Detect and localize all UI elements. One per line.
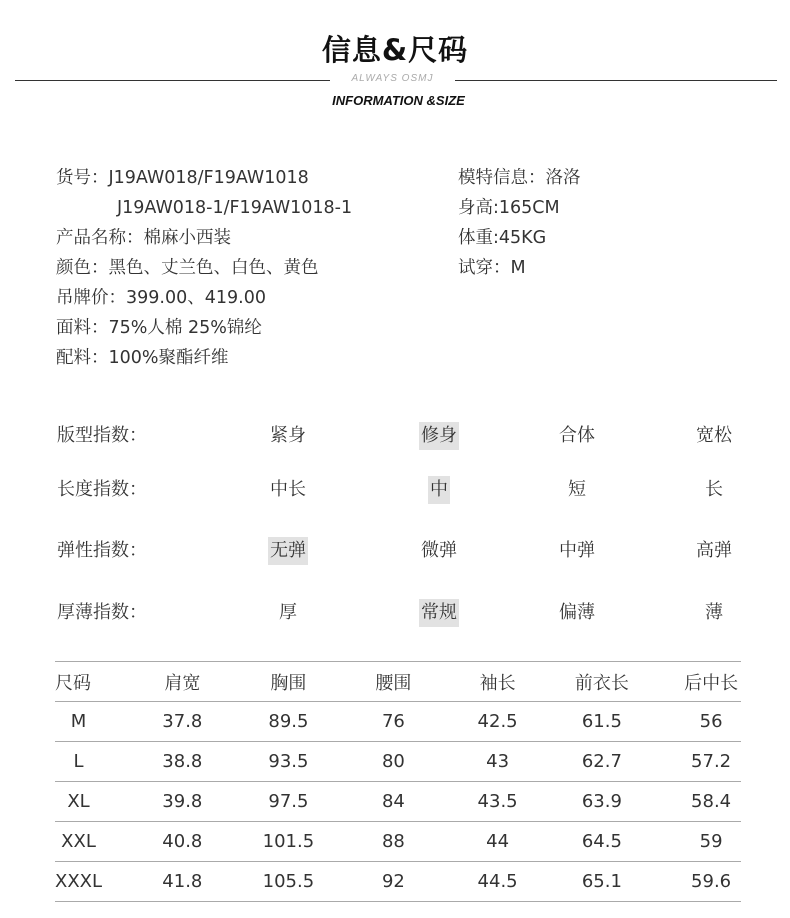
index-thickness <box>0 598 790 628</box>
measurement-cell: 56 <box>681 702 741 742</box>
info-value: J19AW018-1/F19AW1018-1 <box>117 198 353 218</box>
column-header: 腰围 <box>314 662 472 702</box>
info-label: 模特信息： <box>458 168 546 188</box>
column-header: 后中长 <box>681 662 741 702</box>
info-value: 黑色、丈兰色、白色、黄色 <box>108 258 319 278</box>
table-header-row <box>55 662 741 702</box>
measurement-cell: 43.5 <box>473 782 523 822</box>
info-value: 洛洛 <box>545 168 581 188</box>
measurement-cell: 88 <box>314 822 472 862</box>
index-option: 中长 <box>270 479 306 500</box>
measurement-cell: 39.8 <box>102 782 263 822</box>
info-row-fabric <box>56 313 352 343</box>
brand-tagline: ALWAYS OSMJ <box>351 73 434 84</box>
index-option-selected: 修身 <box>419 422 459 450</box>
table-row <box>55 822 741 862</box>
index-label: 版型指数： <box>57 425 147 446</box>
divider-left <box>15 80 330 81</box>
table-row <box>55 702 741 742</box>
info-label: 体重: <box>458 228 499 248</box>
index-option: 紧身 <box>270 425 306 446</box>
measurement-cell: 84 <box>314 782 472 822</box>
measurement-cell: 80 <box>314 742 472 782</box>
index-label: 厚薄指数： <box>57 602 147 623</box>
size-cell: XL <box>55 782 102 822</box>
column-header: 袖长 <box>473 662 523 702</box>
measurement-cell: 59.6 <box>681 862 741 902</box>
divider-right <box>455 80 777 81</box>
column-header: 前衣长 <box>523 662 682 702</box>
info-label: 吊牌价： <box>56 288 126 308</box>
index-option-selected: 中 <box>428 476 450 504</box>
index-option: 薄 <box>705 602 723 623</box>
size-cell: XXXL <box>55 862 102 902</box>
product-info <box>56 163 352 373</box>
info-value: 棉麻小西装 <box>143 228 231 248</box>
measurement-cell: 89.5 <box>263 702 315 742</box>
column-header: 尺码 <box>55 662 102 702</box>
measurement-cell: 58.4 <box>681 782 741 822</box>
model-info <box>458 163 581 283</box>
info-row-weight <box>458 223 581 253</box>
info-value: 399.00、419.00 <box>126 288 266 308</box>
index-option: 厚 <box>279 602 297 623</box>
info-label: 颜色： <box>56 258 109 278</box>
info-row-height <box>458 193 581 223</box>
index-option-selected: 无弹 <box>268 537 308 565</box>
measurement-cell: 101.5 <box>263 822 315 862</box>
measurement-cell: 76 <box>314 702 472 742</box>
info-value: J19AW018/F19AW1018 <box>108 168 309 188</box>
index-label: 弹性指数： <box>57 540 147 561</box>
index-elasticity <box>0 536 790 566</box>
info-row-color <box>56 253 352 283</box>
table-row <box>55 862 741 902</box>
measurement-cell: 64.5 <box>523 822 682 862</box>
index-option: 宽松 <box>696 425 732 446</box>
size-table <box>55 661 741 902</box>
index-option: 短 <box>568 479 586 500</box>
page-title: 信息&尺码 <box>321 33 469 67</box>
info-label: 面料： <box>56 318 109 338</box>
size-cell: M <box>55 702 102 742</box>
index-option: 偏薄 <box>559 602 595 623</box>
measurement-cell: 65.1 <box>523 862 682 902</box>
measurement-cell: 93.5 <box>263 742 315 782</box>
info-value: 45KG <box>498 228 547 248</box>
size-cell: L <box>55 742 102 782</box>
index-option: 中弹 <box>559 540 595 561</box>
index-label: 长度指数： <box>57 479 147 500</box>
info-row-item-no <box>56 163 352 193</box>
measurement-cell: 62.7 <box>523 742 682 782</box>
index-option: 长 <box>705 479 723 500</box>
measurement-cell: 105.5 <box>263 862 315 902</box>
index-fit <box>0 421 790 451</box>
index-length <box>0 475 790 505</box>
info-value: 100%聚酯纤维 <box>108 348 229 368</box>
measurement-cell: 63.9 <box>523 782 682 822</box>
page-subtitle: INFORMATION &SIZE <box>332 93 465 108</box>
info-label: 产品名称： <box>56 228 144 248</box>
info-row-price <box>56 283 352 313</box>
column-header: 胸围 <box>263 662 315 702</box>
info-label: 货号： <box>56 168 109 188</box>
measurement-cell: 44.5 <box>473 862 523 902</box>
measurement-cell: 38.8 <box>102 742 263 782</box>
measurement-cell: 42.5 <box>473 702 523 742</box>
measurement-cell: 41.8 <box>102 862 263 902</box>
info-label: 试穿： <box>458 258 511 278</box>
index-option-selected: 常规 <box>419 599 459 627</box>
measurement-cell: 92 <box>314 862 472 902</box>
info-value: M <box>510 258 526 278</box>
index-option: 合体 <box>559 425 595 446</box>
measurement-cell: 61.5 <box>523 702 682 742</box>
info-row-lining <box>56 343 352 373</box>
measurement-cell: 59 <box>681 822 741 862</box>
info-row-item-no-cont <box>56 193 352 223</box>
measurement-cell: 40.8 <box>102 822 263 862</box>
info-row-fitting <box>458 253 581 283</box>
index-option: 微弹 <box>421 540 457 561</box>
index-option: 高弹 <box>696 540 732 561</box>
info-row-model <box>458 163 581 193</box>
info-label: 身高: <box>458 198 499 218</box>
info-label: 配料： <box>56 348 109 368</box>
measurement-cell: 43 <box>473 742 523 782</box>
table-row <box>55 782 741 822</box>
column-header: 肩宽 <box>102 662 263 702</box>
size-cell: XXL <box>55 822 102 862</box>
measurement-cell: 97.5 <box>263 782 315 822</box>
table-body <box>55 702 741 902</box>
measurement-cell: 57.2 <box>681 742 741 782</box>
info-value: 75%人棉 25%锦纶 <box>108 318 262 338</box>
table-row <box>55 742 741 782</box>
measurement-cell: 37.8 <box>102 702 263 742</box>
info-row-product-name <box>56 223 352 253</box>
info-value: 165CM <box>498 198 560 218</box>
measurement-cell: 44 <box>473 822 523 862</box>
